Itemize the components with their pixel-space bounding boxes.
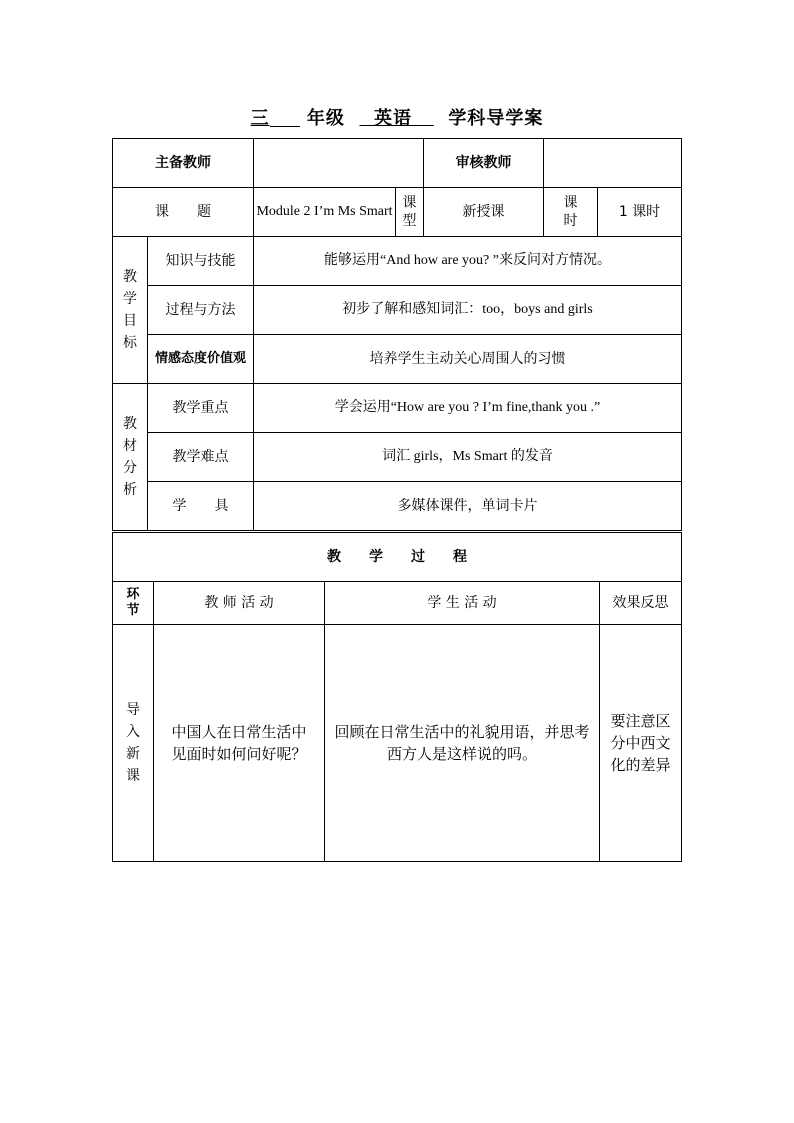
goal-value-emotion: 培养学生主动关心周围人的习惯: [254, 335, 682, 384]
reviewer-value: [544, 139, 682, 188]
goal-label-knowledge: 知识与技能: [148, 237, 254, 286]
process-table: [112, 532, 682, 862]
title-subject: 英语: [374, 108, 412, 129]
analysis-label-key: 教学重点: [148, 384, 254, 433]
goal-label-process: 过程与方法: [148, 286, 254, 335]
reflection-cell: 要注意区分中西文化的差异: [600, 625, 682, 862]
analysis-label-difficulty: 教学难点: [148, 433, 254, 482]
analysis-value-difficulty: 词汇 girls，Ms Smart 的发音: [254, 433, 682, 482]
goal-label-emotion: 情感态度价值观: [148, 335, 254, 384]
type-value: 新授课: [424, 188, 544, 237]
lead-teacher-value: [254, 139, 424, 188]
col-teacher: 教 师 活 动: [154, 582, 325, 625]
title-grade: 三: [250, 108, 270, 129]
analysis-value-tools: 多媒体课件，单词卡片: [254, 482, 682, 531]
title-grade-blank: [270, 108, 300, 127]
col-student: 学 生 活 动: [325, 582, 600, 625]
analysis-group-label: 教 材 分 析: [113, 384, 148, 531]
title-grade-suffix: 年级: [306, 108, 345, 129]
analysis-value-key: 学会运用“How are you ? I’m fine,thank you .”: [254, 384, 682, 433]
goal-value-knowledge: 能够运用“And how are you? ”来反问对方情况。: [254, 237, 682, 286]
goal-value-process: 初步了解和感知词汇：too，boys and girls: [254, 286, 682, 335]
reviewer-label: 审核教师: [424, 139, 544, 188]
teacher-activity: 中国人在日常生活中见面时如何问好呢？: [154, 625, 325, 862]
goals-group-label: 教 学 目 标: [113, 237, 148, 384]
student-activity: 回顾在日常生活中的礼貌用语，并思考西方人是这样说的吗。: [325, 625, 600, 862]
hours-label: 课 时: [544, 188, 598, 237]
topic-value: Module 2 I’m Ms Smart: [254, 188, 396, 237]
col-reflection: 效果反思: [600, 582, 682, 625]
hours-value: 1 课时: [598, 188, 682, 237]
analysis-label-tools: 学 具: [148, 482, 254, 531]
topic-label: 课 题: [113, 188, 254, 237]
title-suffix: 学科导学案: [448, 108, 544, 129]
stage-cell: 导 入 新 课: [113, 625, 154, 862]
info-table: [112, 138, 682, 531]
lead-teacher-label: 主备教师: [113, 139, 254, 188]
process-heading: 教 学 过 程: [113, 533, 682, 582]
type-label: 课 型: [396, 188, 424, 237]
col-stage: 环 节: [113, 582, 154, 625]
document-title: [0, 104, 794, 130]
